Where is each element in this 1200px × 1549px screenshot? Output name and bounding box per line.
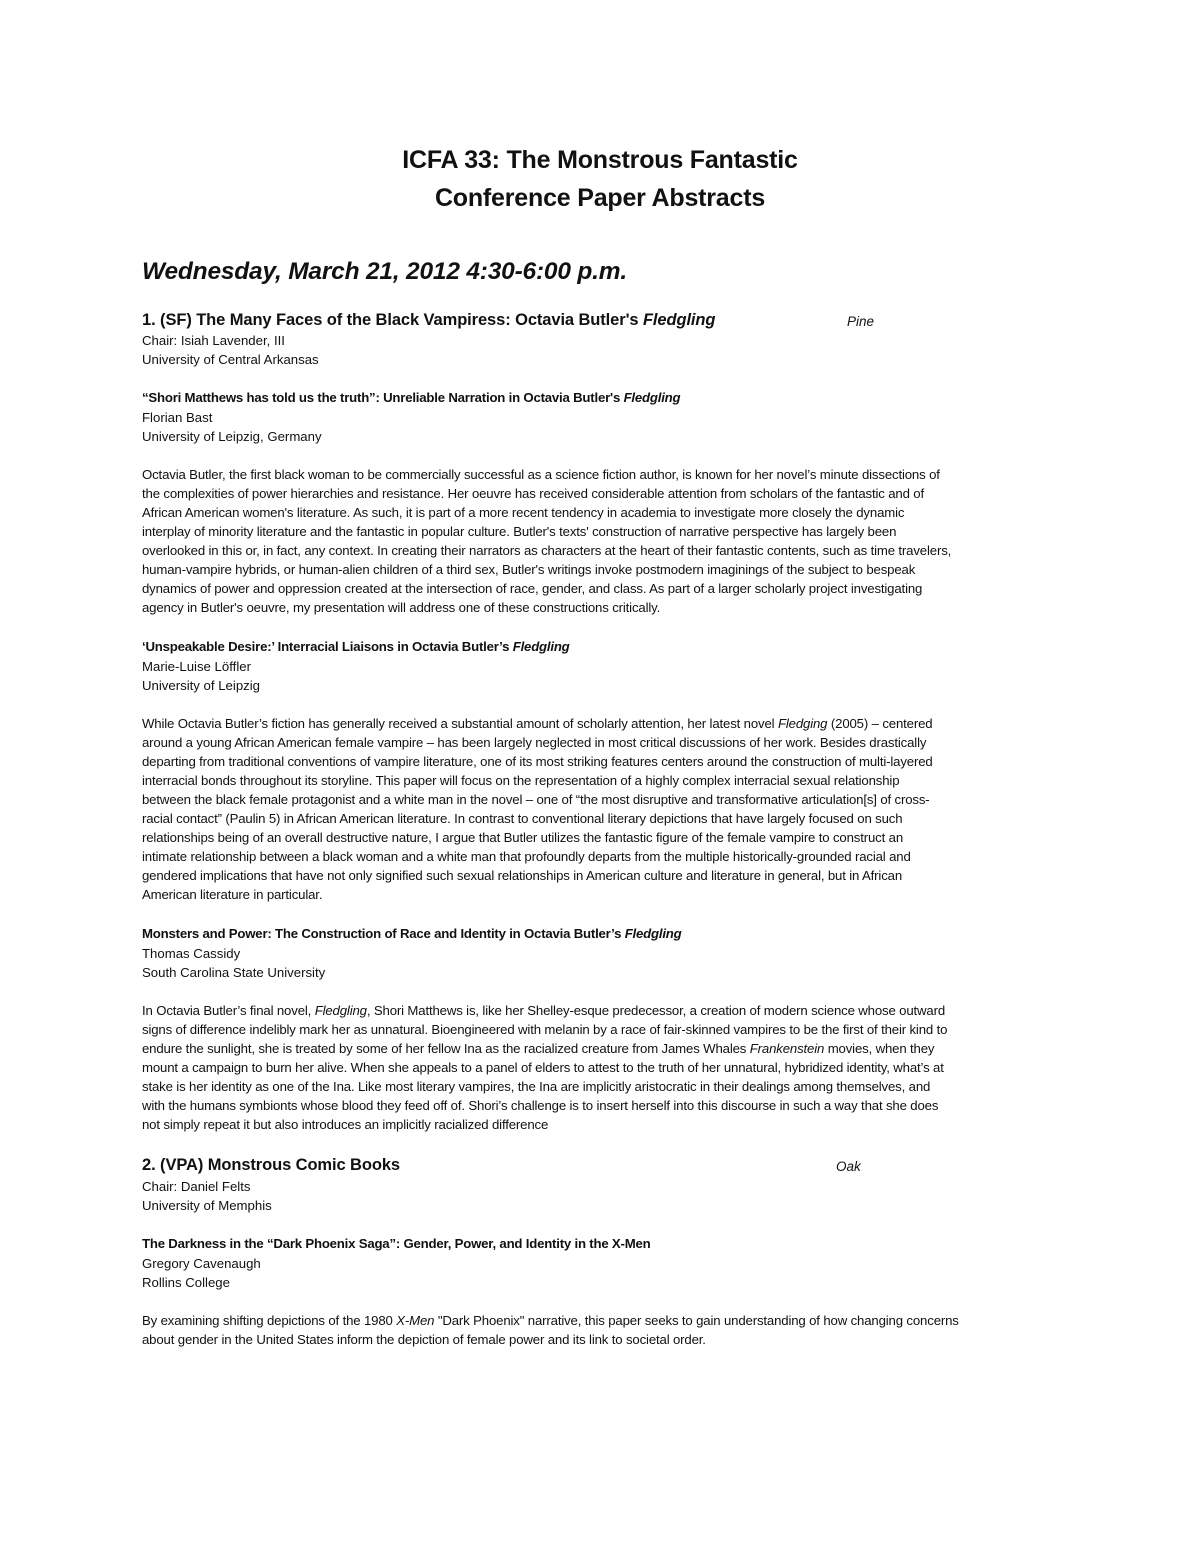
paper-2-title	[142, 639, 570, 654]
session-1-affiliation: University of Central Arkansas	[142, 352, 319, 367]
abstract-line: gendered implications that have not only signified such sexual relationships in American culture and literature in general, but in African	[142, 868, 903, 883]
paper-2-title-italic: Fledgling	[512, 639, 570, 654]
abstract-text: By examining shifting depictions of the 1980	[142, 1313, 393, 1328]
session-1-chair: Chair: Isiah Lavender, III	[142, 333, 285, 348]
abstract-line: not simply repeat it but also introduces an implicitly racialized difference	[142, 1117, 549, 1132]
abstract-line: the complexities of power hierarchies and resistance. Her oeuvre has received considerable attention from scholars of the fantastic and of	[142, 486, 924, 501]
abstract-line: dynamics of power and oppression created at the intersection of race, gender, and class. As part of a larger scholarly project investigating	[142, 581, 923, 596]
paper-1-title-italic: Fledgling	[623, 390, 681, 405]
abstract-line: stake is her identity as one of the Ina. Like most literary vampires, the Ina are implicitly aristocratic in their dealings among themselves, and	[142, 1079, 931, 1094]
abstract-line: interplay of minority literature and the fantastic in popular culture. Butler's texts' construction of narrative perspective has largely been	[142, 524, 897, 539]
paper-3-title-italic: Fledgling	[624, 926, 682, 941]
session-1-title-italic: Fledgling	[642, 311, 716, 329]
abstract-line: racial contact” (Paulin 5) in African American literature. In contrast to conventional literary depictions that have largely focused on such	[142, 811, 903, 826]
abstract-line: with the humans symbionts whose blood they feed off of. Shori’s challenge is to insert herself into this discourse in such a way that she does	[142, 1098, 939, 1113]
abstract-line: mount a campaign to burn her alive. When she appeals to a panel of elders to attest to the truth of her unnatural, hybridized identity, what’s at	[142, 1060, 944, 1075]
abstract-line	[142, 1001, 1072, 1020]
abstract-text: , Shori Matthews is, like her Shelley-esque predecessor, a creation of modern science whose outward	[366, 1003, 946, 1018]
paper-4-abstract	[142, 1311, 1072, 1349]
paper-2-author: Marie-Luise Löffler	[142, 659, 251, 674]
session-2-chair: Chair: Daniel Felts	[142, 1179, 251, 1194]
session-2-room: Oak	[836, 1159, 861, 1174]
paper-2-affiliation: University of Leipzig	[142, 678, 261, 693]
paper-3-author: Thomas Cassidy	[142, 946, 241, 961]
document-title-line1: ICFA 33: The Monstrous Fantastic	[402, 146, 798, 174]
abstract-line: between the black female protagonist and a white man in the novel – one of “the most disruptive and transformative articulation[s] of cross-	[142, 792, 930, 807]
paper-4-affiliation: Rollins College	[142, 1275, 230, 1290]
abstract-line: departing from traditional conventions of vampire literature, one of its most striking features centers around the construction of multi-layered	[142, 754, 933, 769]
abstract-line: intimate relationship between a black woman and a white man that profoundly departs from the multiple historically-grounded racial and	[142, 849, 911, 864]
abstract-line	[142, 1039, 1072, 1058]
abstract-line: American literature in particular.	[142, 887, 323, 902]
paper-3-title	[142, 926, 682, 941]
document-title-line2: Conference Paper Abstracts	[434, 184, 766, 212]
session-1-room: Pine	[847, 314, 875, 329]
abstract-line: African American women's literature. As such, it is part of a more recent tendency in academia to investigate more closely the dynamic	[142, 505, 905, 520]
abstract-text: movies, when they	[827, 1041, 935, 1056]
session-2-title: 2. (VPA) Monstrous Comic Books	[142, 1156, 400, 1174]
paper-1-affiliation: University of Leipzig, Germany	[142, 429, 322, 444]
paper-2-abstract	[142, 714, 1072, 904]
paper-1-author: Florian Bast	[142, 410, 213, 425]
day-heading: Wednesday, March 21, 2012 4:30-6:00 p.m.	[142, 258, 627, 285]
session-1-title-text: 1. (SF) The Many Faces of the Black Vampiress: Octavia Butler's	[142, 311, 639, 329]
abstract-line: signs of difference indelibly mark her as unnatural. Bioengineered with melanin by a race of fair-skinned vampires to be the first of their kind to	[142, 1022, 948, 1037]
paper-1-abstract	[142, 465, 1072, 617]
session-2-affiliation: University of Memphis	[142, 1198, 272, 1213]
paper-1-title-text: “Shori Matthews has told us the truth”: Unreliable Narration in Octavia Butler's	[142, 390, 621, 405]
abstract-line: about gender in the United States inform the depiction of female power and its link to societal order.	[142, 1332, 706, 1347]
abstract-line	[142, 714, 1072, 733]
abstract-text: (2005) – centered	[830, 716, 933, 731]
abstract-line: overlooked in this or, in fact, any context. In creating their narrators as characters at the heart of their fantastic contents, such as time travelers,	[142, 543, 952, 558]
abstract-italic: X-Men	[396, 1313, 435, 1328]
abstract-text: In Octavia Butler’s final novel,	[142, 1003, 312, 1018]
abstract-line: interracial bonds throughout its storyline. This paper will focus on the representation of a highly complex interracial sexual relationship	[142, 773, 900, 788]
abstract-italic: Frankenstein	[749, 1041, 825, 1056]
abstract-line	[142, 1311, 1072, 1330]
abstract-line: relationships being of an overall destructive nature, I argue that Butler utilizes the fantastic figure of the female vampire to construct an	[142, 830, 904, 845]
abstract-line: agency in Butler's oeuvre, my presentation will address one of these constructions critically.	[142, 600, 661, 615]
paper-4-title: The Darkness in the “Dark Phoenix Saga”: Gender, Power, and Identity in the X-Men	[142, 1236, 651, 1251]
paper-3-abstract	[142, 1001, 1072, 1134]
abstract-text: While Octavia Butler’s fiction has generally received a substantial amount of scholarly attention, her latest novel	[142, 716, 775, 731]
abstract-italic: Fledgling	[314, 1003, 367, 1018]
paper-3-affiliation: South Carolina State University	[142, 965, 326, 980]
abstract-line: Octavia Butler, the first black woman to be commercially successful as a science fiction author, is known for her novel’s minute dissections of	[142, 467, 940, 482]
abstract-line: human-vampire hybrids, or human-alien children of a third sex, Butler's writings invoke postmodern imaginings of the subject to bespeak	[142, 562, 916, 577]
paper-1-title	[142, 390, 680, 405]
paper-2-title-text: ‘Unspeakable Desire:’ Interracial Liaisons in Octavia Butler’s	[142, 639, 510, 654]
abstract-italic: Fledging	[777, 716, 828, 731]
abstract-line: around a young African American female vampire – has been largely neglected in most critical discussions of her work. Besides drastically	[142, 735, 927, 750]
paper-3-title-text: Monsters and Power: The Construction of Race and Identity in Octavia Butler’s	[142, 926, 622, 941]
session-1-title	[142, 311, 715, 330]
paper-4-author: Gregory Cavenaugh	[142, 1256, 261, 1271]
abstract-text: endure the sunlight, she is treated by some of her fellow Ina as the racialized creature from James Whales	[142, 1041, 747, 1056]
abstract-text: "Dark Phoenix" narrative, this paper seeks to gain understanding of how changing concerns	[437, 1313, 959, 1328]
